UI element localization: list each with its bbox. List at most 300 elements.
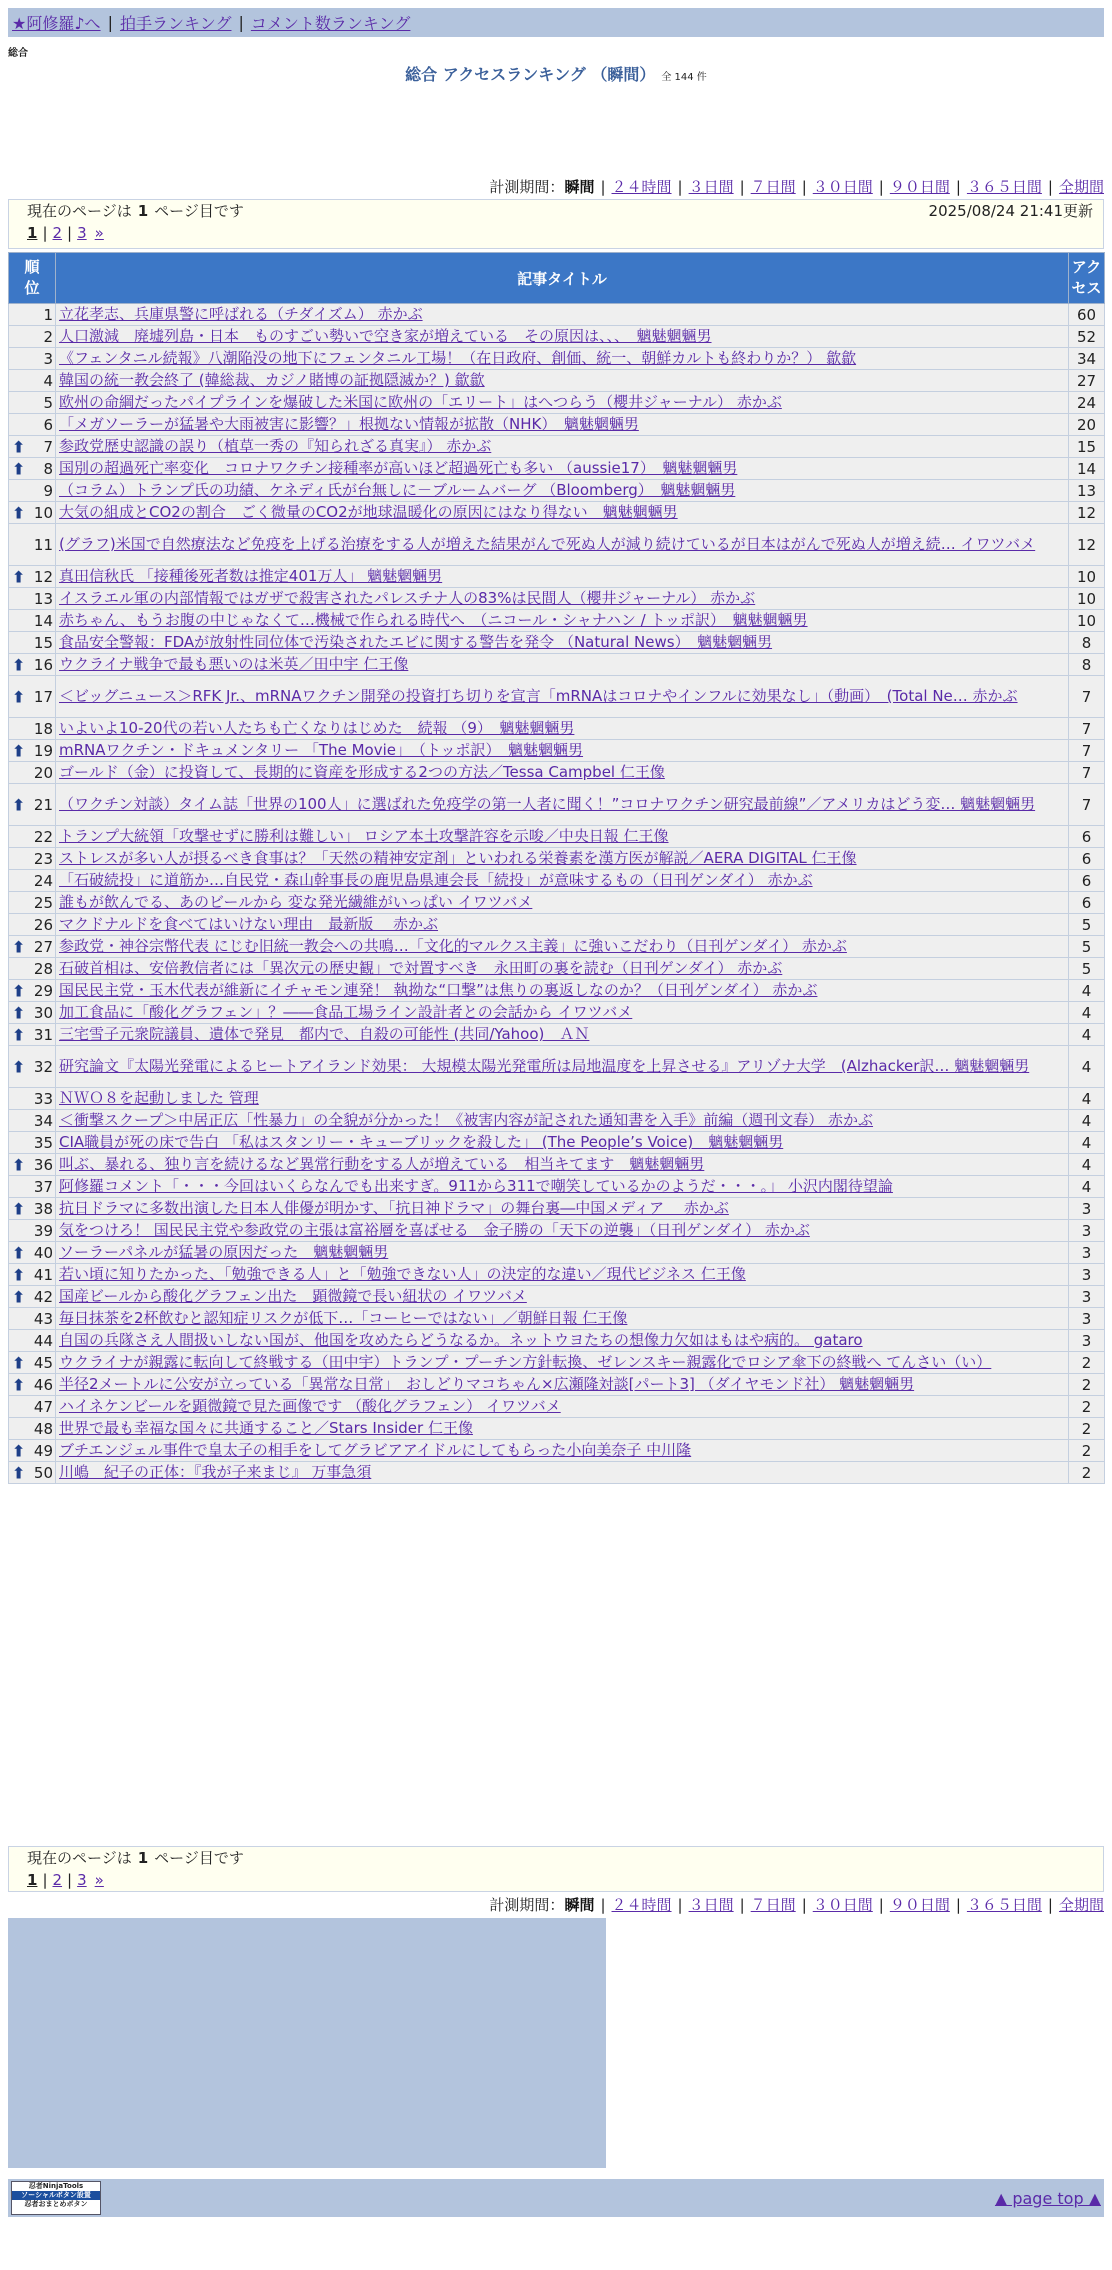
rank-number: 17 [33, 687, 53, 706]
rank-up-arrow-icon: ⬆ [12, 503, 26, 522]
rank-cell [9, 958, 56, 980]
access-count: 5 [1069, 914, 1105, 936]
pager-separator: | [42, 1871, 48, 1889]
title-cell [56, 1024, 1069, 1046]
title-cell [56, 718, 1069, 740]
article-title-link[interactable]: ソーラーパネルが猛暑の原因だった 魑魅魍魎男 [59, 1243, 389, 1261]
article-title-link[interactable]: 川嶋 紀子の正体：『我が子来まじ』 万事急須 [59, 1463, 372, 1481]
pager-current-page: 1 [27, 1871, 38, 1889]
period-selector-top [8, 176, 1104, 197]
table-row [9, 848, 1105, 870]
title-cell [56, 480, 1069, 502]
access-count: 13 [1069, 480, 1105, 502]
article-title-link[interactable]: ＮＷＯ８を起動しました 管理 [59, 1089, 259, 1107]
rank-number: 30 [33, 1003, 53, 1022]
rank-cell [9, 826, 56, 848]
rank-number: 23 [33, 849, 53, 868]
rank-number: 4 [43, 371, 53, 390]
article-title-link[interactable]: 半径2メートルに公安が立っている「異常な日常」 おしどりマコちゃん×広瀬隆対談[パート3] （ダイヤモンド社） 魑魅魍魎男 [59, 1375, 915, 1393]
access-count: 24 [1069, 392, 1105, 414]
rank-up-arrow-icon: ⬆ [12, 567, 26, 586]
top-period-option[interactable]: ２４時間 [611, 178, 672, 196]
article-title-link[interactable]: 参政党・神谷宗幣代表 にじむ旧統一教会への共鳴…「文化的マルクス主義」に強いこだわり（日刊ゲンダイ） 赤かぶ [59, 937, 847, 955]
title-cell [56, 566, 1069, 588]
article-title-link[interactable]: 真田信秋氏 「接種後死者数は推定401万人」 魑魅魍魎男 [59, 567, 443, 585]
title-cell [56, 1352, 1069, 1374]
ninja-social-button[interactable] [11, 2181, 101, 2215]
rank-cell [9, 762, 56, 784]
title-cell [56, 1176, 1069, 1198]
pager-current-page: 1 [27, 224, 38, 242]
article-title-link[interactable]: イスラエル軍の内部情報ではガザで殺害されたパレスチナ人の83%は民間人（櫻井ジャーナル） 赤かぶ [59, 589, 756, 607]
table-row [9, 1242, 1105, 1264]
rank-up-arrow-icon: ⬆ [12, 1057, 26, 1076]
article-title-link[interactable]: ストレスが多い人が摂るべき食事は？「天然の精神安定剤」といわれる栄養素を漢方医が解説／AERA DIGITAL 仁王像 [59, 849, 857, 867]
rank-number: 33 [33, 1089, 53, 1108]
title-cell [56, 1330, 1069, 1352]
title-cell [56, 1220, 1069, 1242]
table-row [9, 1024, 1105, 1046]
nav-link-comment-ranking[interactable]: コメント数ランキング [250, 14, 411, 33]
pager-separator: | [42, 224, 48, 242]
access-count: 60 [1069, 304, 1105, 326]
access-count: 4 [1069, 1002, 1105, 1024]
rank-cell [9, 892, 56, 914]
article-title-link[interactable]: 三宅雪子元衆院議員、遺体で発見 都内で、自殺の可能性 (共同/Yahoo) ＡＮ [59, 1025, 590, 1043]
pager-next-link[interactable]: » [94, 224, 104, 242]
title-cell [56, 848, 1069, 870]
rank-cell [9, 654, 56, 676]
access-count: 4 [1069, 1132, 1105, 1154]
rank-number: 7 [43, 437, 53, 456]
header-title: 記事タイトル [56, 253, 1069, 304]
rank-number: 45 [33, 1353, 53, 1372]
title-cell [56, 1132, 1069, 1154]
rank-up-arrow-icon: ⬆ [12, 937, 26, 956]
article-title-link[interactable]: 「石破続投」に道筋か…自民党・森山幹事長の鹿児島県連会長「続投」が意味するもの（日刊ゲンダイ） 赤かぶ [59, 871, 813, 889]
rank-number: 47 [33, 1397, 53, 1416]
period-separator: | [739, 1896, 745, 1914]
rank-up-arrow-icon: ⬆ [12, 741, 26, 760]
article-title-link[interactable]: (グラフ)米国で自然療法など免疫を上げる治療をする人が増えた結果がんで死ぬ人が減り続けているが日本はがんで死ぬ人が増え続… イワツバメ [59, 535, 1036, 553]
top-period-option[interactable]: ３６５日間 [966, 178, 1042, 196]
article-title-link[interactable]: いよいよ10-20代の若い人たちも亡くなりはじめた 続報 （9） 魑魅魍魎男 [59, 719, 575, 737]
title-cell [56, 458, 1069, 480]
bottom-period-option[interactable]: ７日間 [750, 1896, 796, 1914]
title-cell [56, 1002, 1069, 1024]
rank-number: 46 [33, 1375, 53, 1394]
rank-cell [9, 870, 56, 892]
table-row [9, 1264, 1105, 1286]
article-title-link[interactable]: （コラム）トランプ氏の功績、ケネディ氏が台無しに－ブルームバーグ （Bloomberg） 魑魅魍魎男 [59, 481, 736, 499]
pager [27, 222, 1093, 244]
period-separator: | [600, 178, 606, 196]
access-count: 2 [1069, 1440, 1105, 1462]
table-row [9, 392, 1105, 414]
title-cell [56, 414, 1069, 436]
access-count: 12 [1069, 502, 1105, 524]
article-title-link[interactable]: 抗日ドラマに多数出演した日本人俳優が明かす、「抗日神ドラマ」の舞台裏―中国メディア 赤かぶ [59, 1199, 729, 1217]
bottom-period-option: 瞬間 [564, 1896, 595, 1914]
page-top-link[interactable]: ▲ page top ▲ [994, 2188, 1101, 2208]
title-cell [56, 826, 1069, 848]
title-cell [56, 892, 1069, 914]
rank-number: 26 [33, 915, 53, 934]
table-row [9, 676, 1105, 718]
title-cell [56, 936, 1069, 958]
table-row [9, 654, 1105, 676]
access-count: 10 [1069, 566, 1105, 588]
top-period-option[interactable]: ３０日間 [812, 178, 873, 196]
article-title-link[interactable]: ブチエンジェル事件で皇太子の相手をしてグラビアアイドルにしてもらった小向美奈子 中川隆 [59, 1441, 692, 1459]
article-title-link[interactable]: ウクライナ戦争で最も悪いのは米英／田中宇 仁王像 [59, 655, 409, 673]
table-row [9, 1440, 1105, 1462]
article-title-link[interactable]: 参政党歴史認識の誤り（植草一秀の『知られざる真実』） 赤かぶ [59, 437, 492, 455]
rank-cell [9, 392, 56, 414]
pager-page-link[interactable]: 3 [77, 224, 87, 242]
rank-number: 38 [33, 1199, 53, 1218]
title-cell [56, 654, 1069, 676]
page-title-text: 総合 アクセスランキング （瞬間） [405, 65, 656, 84]
table-row [9, 1220, 1105, 1242]
title-cell [56, 1088, 1069, 1110]
article-title-link[interactable]: 叫ぶ、暴れる、独り言を続けるなど異常行動をする人が増えている 相当キてます 魑魅魍魎男 [59, 1155, 705, 1173]
article-title-link[interactable]: 大気の組成とCO2の割合 ごく微量のCO2が地球温暖化の原因にはなり得ない 魑魅魍魎男 [59, 503, 678, 521]
article-title-link[interactable]: トランプ大統領「攻撃せずに勝利は難しい」 ロシア本土攻撃許容を示唆／中央日報 仁王像 [59, 827, 669, 845]
article-title-link[interactable]: ＜ビッグニュース＞RFK Jr.、mRNAワクチン開発の投資打ち切りを宣言「mRNAはコロナやインフルに効果なし」（動画） (Total Ne… 赤かぶ [59, 687, 1018, 705]
rank-cell [9, 1046, 56, 1088]
top-nav [8, 8, 1104, 37]
rank-cell [9, 1286, 56, 1308]
rank-number: 37 [33, 1177, 53, 1196]
access-count: 5 [1069, 958, 1105, 980]
rank-cell [9, 784, 56, 826]
period-separator: | [801, 1896, 807, 1914]
table-row [9, 1002, 1105, 1024]
rank-cell [9, 1024, 56, 1046]
access-count: 7 [1069, 676, 1105, 718]
article-title-link[interactable]: 《フェンタニル続報》八潮陥没の地下にフェンタニル工場！（在日政府、創価、統一、朝鮮カルトも終わりか？） 歙歙 [59, 349, 857, 367]
access-count: 8 [1069, 632, 1105, 654]
table-row [9, 1418, 1105, 1440]
article-title-link[interactable]: 立花孝志、兵庫県警に呼ばれる（チダイズム） 赤かぶ [59, 305, 423, 323]
title-cell [56, 326, 1069, 348]
table-row [9, 740, 1105, 762]
article-title-link[interactable]: 毎日抹茶を2杯飲むと認知症リスクが低下…「コーヒーではない」／朝鮮日報 仁王像 [59, 1309, 628, 1327]
rank-cell [9, 1002, 56, 1024]
rank-cell [9, 936, 56, 958]
pager-separator: | [67, 1871, 73, 1889]
rank-up-arrow-icon: ⬆ [12, 1265, 26, 1284]
nav-link-asyura[interactable]: ★阿修羅♪へ [12, 14, 101, 33]
rank-number: 31 [33, 1025, 53, 1044]
period-separator: | [1047, 1896, 1053, 1914]
bottom-period-option[interactable]: ３０日間 [812, 1896, 873, 1914]
access-count: 4 [1069, 980, 1105, 1002]
title-cell [56, 958, 1069, 980]
rank-cell [9, 848, 56, 870]
table-row [9, 370, 1105, 392]
header-access: アクセス [1069, 253, 1105, 304]
rank-cell [9, 1132, 56, 1154]
access-count: 15 [1069, 436, 1105, 458]
period-separator: | [955, 178, 961, 196]
page-status-row [27, 200, 1093, 222]
access-count: 3 [1069, 1242, 1105, 1264]
title-cell [56, 762, 1069, 784]
table-row [9, 1352, 1105, 1374]
rank-cell [9, 436, 56, 458]
rank-up-arrow-icon: ⬆ [12, 1463, 26, 1482]
access-count: 14 [1069, 458, 1105, 480]
table-row [9, 632, 1105, 654]
rank-cell [9, 480, 56, 502]
article-title-link[interactable]: 国民民主党・玉木代表が維新にイチャモン連発！ 執拗な“口撃”は焦りの裏返しなのか？（日刊ゲンダイ） 赤かぶ [59, 981, 818, 999]
page-info-box-top [8, 199, 1104, 249]
access-count: 4 [1069, 1154, 1105, 1176]
top-period-option: 瞬間 [564, 178, 595, 196]
table-row [9, 348, 1105, 370]
rank-number: 18 [33, 719, 53, 738]
title-cell [56, 870, 1069, 892]
access-count: 7 [1069, 784, 1105, 826]
table-row [9, 936, 1105, 958]
access-count: 4 [1069, 1088, 1105, 1110]
table-row [9, 1396, 1105, 1418]
rank-cell [9, 632, 56, 654]
rank-number: 21 [33, 795, 53, 814]
table-row [9, 826, 1105, 848]
article-title-link[interactable]: CIA職員が死の床で告白 「私はスタンリー・キューブリックを殺した」 (The People’s Voice) 魑魅魍魎男 [59, 1133, 784, 1151]
title-cell [56, 784, 1069, 826]
pager-page-link[interactable]: 2 [52, 224, 63, 242]
table-row [9, 480, 1105, 502]
rank-up-arrow-icon: ⬆ [12, 1003, 26, 1022]
article-title-link[interactable]: 国産ビールから酸化グラフェン出た 顕微鏡で長い紐状の イワツバメ [59, 1287, 527, 1305]
rank-cell [9, 1440, 56, 1462]
article-title-link[interactable]: 世界で最も幸福な国々に共通すること／Stars Insider 仁王像 [59, 1419, 473, 1437]
access-count: 8 [1069, 654, 1105, 676]
pager-page-link[interactable]: 3 [77, 1871, 87, 1889]
title-cell [56, 980, 1069, 1002]
access-count: 2 [1069, 1418, 1105, 1440]
rank-up-arrow-icon: ⬆ [12, 1243, 26, 1262]
rank-number: 28 [33, 959, 53, 978]
access-count: 6 [1069, 870, 1105, 892]
rank-cell [9, 1110, 56, 1132]
genre-label: 総合 [8, 48, 28, 59]
rank-cell [9, 502, 56, 524]
article-title-link[interactable]: 気をつけろ！ 国民民主党や参政党の主張は富裕層を喜ばせる 金子勝の「天下の逆襲」（日刊ゲンダイ） 赤かぶ [59, 1221, 810, 1239]
article-title-link[interactable]: ＜衝撃スクープ＞中居正広「性暴力」の全貌が分かった！《被害内容が記された通知書を入手》前編（週刊文春） 赤かぶ [59, 1111, 874, 1129]
article-title-link[interactable]: （ワクチン対談）タイム誌「世界の100人」に選ばれた免疫学の第一人者に聞く！”コロナワクチン研究最前線”／アメリカはどう変… 魑魅魍魎男 [59, 795, 1036, 813]
title-cell [56, 1462, 1069, 1484]
rank-cell [9, 610, 56, 632]
article-title-link[interactable]: 阿修羅コメント「・・・今回はいくらなんでも出来すぎ。911から311で嘲笑しているかのようだ・・・。」 小沢内閣待望論 [59, 1177, 893, 1195]
rank-number: 50 [33, 1463, 53, 1482]
rank-cell [9, 1462, 56, 1484]
title-cell [56, 1110, 1069, 1132]
article-title-link[interactable]: 国別の超過死亡率変化 コロナワクチン接種率が高いほど超過死亡も多い （aussie17） 魑魅魍魎男 [59, 459, 738, 477]
title-cell [56, 610, 1069, 632]
bottom-period-option[interactable]: ３６５日間 [966, 1896, 1042, 1914]
rank-cell [9, 414, 56, 436]
table-row [9, 718, 1105, 740]
rank-up-arrow-icon: ⬆ [12, 795, 26, 814]
title-cell [56, 304, 1069, 326]
article-title-link[interactable]: 人口激減 廃墟列島・日本 ものすごい勢いで空き家が増えている その原因は、、、 魑魅魍魎男 [59, 327, 712, 345]
page-status-text: 現在のページは 1 ページ目です [27, 1849, 244, 1867]
rank-cell [9, 1264, 56, 1286]
bottom-period-option[interactable]: 全期間 [1058, 1896, 1104, 1914]
rank-number: 9 [43, 481, 53, 500]
rank-cell [9, 1418, 56, 1440]
rank-number: 13 [33, 589, 53, 608]
rank-number: 29 [33, 981, 53, 1000]
rank-cell [9, 1088, 56, 1110]
header-rank: 順位 [9, 253, 56, 304]
rank-number: 43 [33, 1309, 53, 1328]
access-count: 3 [1069, 1330, 1105, 1352]
article-title-link[interactable]: mRNAワクチン・ドキュメンタリー 「The Movie」 （トッポ訳） 魑魅魍魎男 [59, 741, 584, 759]
article-title-link[interactable]: 若い頃に知りたかった、「勉強できる人」と「勉強できない人」の決定的な違い／現代ビジネス 仁王像 [59, 1265, 746, 1283]
period-separator: | [600, 1896, 606, 1914]
rank-number: 22 [33, 827, 53, 846]
page-status-row [27, 1847, 1093, 1869]
table-row [9, 914, 1105, 936]
rank-cell [9, 914, 56, 936]
article-title-link[interactable]: 「メガソーラーが猛暑や大雨被害に影響？」根拠ない情報が拡散（NHK） 魑魅魍魎男 [59, 415, 639, 433]
nav-link-applause-ranking[interactable]: 拍手ランキング [119, 14, 232, 33]
title-cell [56, 1286, 1069, 1308]
rank-cell [9, 1374, 56, 1396]
table-row [9, 524, 1105, 566]
rank-cell [9, 326, 56, 348]
rank-cell [9, 718, 56, 740]
bottom-period-option[interactable]: ９０日間 [889, 1896, 950, 1914]
article-title-link[interactable]: 加工食品に「酸化グラフェン」？――食品工場ライン設計者との会話から イワツバメ [59, 1003, 633, 1021]
rank-up-arrow-icon: ⬆ [12, 655, 26, 674]
access-count: 2 [1069, 1462, 1105, 1484]
access-count: 27 [1069, 370, 1105, 392]
access-count: 2 [1069, 1352, 1105, 1374]
title-cell [56, 392, 1069, 414]
table-row [9, 1110, 1105, 1132]
period-separator: | [677, 1896, 683, 1914]
rank-number: 34 [33, 1111, 53, 1130]
rank-number: 36 [33, 1155, 53, 1174]
rank-number: 16 [33, 655, 53, 674]
bottom-period-option[interactable]: ３日間 [688, 1896, 734, 1914]
table-row [9, 1046, 1105, 1088]
table-row [9, 1330, 1105, 1352]
top-period-option[interactable]: 全期間 [1058, 178, 1104, 196]
article-title-link[interactable]: 自国の兵隊さえ人間扱いしない国が、他国を攻めたらどうなるか。ネットウヨたちの想像力欠如はもはや病的。 gataro [59, 1331, 863, 1349]
article-title-link[interactable]: マクドナルドを食べてはいけない理由 最新版 赤かぶ [59, 915, 439, 933]
pager-page-link[interactable]: 2 [52, 1871, 63, 1889]
access-count: 2 [1069, 1396, 1105, 1418]
table-row [9, 458, 1105, 480]
access-count: 7 [1069, 740, 1105, 762]
access-count: 6 [1069, 848, 1105, 870]
title-cell [56, 914, 1069, 936]
ninja-line1: 忍者NinjaTools [28, 2182, 84, 2190]
article-title-link[interactable]: 韓国の統一教会終了 (韓総裁、カジノ賭博の証拠隠滅か？) 歙歙 [59, 371, 485, 389]
rank-up-arrow-icon: ⬆ [12, 437, 26, 456]
title-cell [56, 588, 1069, 610]
table-row [9, 1088, 1105, 1110]
title-cell [56, 1418, 1069, 1440]
rank-number: 8 [43, 459, 53, 478]
article-title-link[interactable]: 誰もが飲んでる、あのビールから 変な発光繊維がいっぱい イワツバメ [59, 893, 533, 911]
rank-cell [9, 1154, 56, 1176]
rank-number: 44 [33, 1331, 53, 1350]
article-title-link[interactable]: 欧州の命綱だったパイプラインを爆破した米国に欧州の「エリート」はへつらう（櫻井ジャーナル） 赤かぶ [59, 393, 782, 411]
nav-separator: | [238, 13, 244, 32]
article-title-link[interactable]: 石破首相は、安倍教信者には「異次元の歴史観」で対置すべき 永田町の裏を読む（日刊ゲンダイ） 赤かぶ [59, 959, 783, 977]
article-title-link[interactable]: 研究論文『太陽光発電によるヒートアイランド効果： 大規模太陽光発電所は局地温度を上昇させる』アリゾナ大学 (Alzhacker訳… 魑魅魍魎男 [59, 1057, 1030, 1075]
rank-number: 25 [33, 893, 53, 912]
access-count: 4 [1069, 1110, 1105, 1132]
rank-number: 27 [33, 937, 53, 956]
rank-up-arrow-icon: ⬆ [12, 1353, 26, 1372]
access-count: 2 [1069, 1374, 1105, 1396]
title-cell [56, 370, 1069, 392]
rank-number: 5 [43, 393, 53, 412]
title-cell [56, 502, 1069, 524]
title-cell [56, 740, 1069, 762]
access-count: 3 [1069, 1220, 1105, 1242]
article-title-link[interactable]: ウクライナが親露に転向して終戦する（田中宇）トランプ・プーチン方針転換、ゼレンスキー親露化でロシア傘下の終戦へ てんさい（い） [59, 1353, 992, 1371]
table-row [9, 304, 1105, 326]
rank-number: 39 [33, 1221, 53, 1240]
article-title-link[interactable]: ハイネケンビールを顕微鏡で見た画像です （酸化グラフェン） イワツバメ [59, 1397, 561, 1415]
top-period-option[interactable]: ７日間 [750, 178, 796, 196]
rank-number: 42 [33, 1287, 53, 1306]
table-row [9, 326, 1105, 348]
ad-placeholder [8, 1918, 606, 2168]
table-row [9, 502, 1105, 524]
rank-cell [9, 1330, 56, 1352]
article-title-link[interactable]: ゴールド（金）に投資して、長期的に資産を形成する2つの方法／Tessa Campbel 仁王像 [59, 763, 665, 781]
rank-number: 12 [33, 567, 53, 586]
title-cell [56, 676, 1069, 718]
article-title-link[interactable]: 食品安全警報：FDAが放射性同位体で汚染されたエビに関する警告を発令 （Natural News） 魑魅魍魎男 [59, 633, 773, 651]
access-count: 4 [1069, 1046, 1105, 1088]
rank-cell [9, 370, 56, 392]
rank-number: 20 [33, 763, 53, 782]
table-row [9, 958, 1105, 980]
table-row [9, 870, 1105, 892]
period-separator: | [801, 178, 807, 196]
period-label: 計測期間： [489, 1896, 565, 1914]
table-row [9, 414, 1105, 436]
bottom-period-option[interactable]: ２４時間 [611, 1896, 672, 1914]
top-period-option[interactable]: ３日間 [688, 178, 734, 196]
table-row [9, 1198, 1105, 1220]
rank-cell [9, 1242, 56, 1264]
ninja-line3: 忍者おまとめボタン [24, 2200, 88, 2208]
top-period-option[interactable]: ９０日間 [889, 178, 950, 196]
rank-cell [9, 588, 56, 610]
pager-next-link[interactable]: » [94, 1871, 104, 1889]
article-title-link[interactable]: 赤ちゃん、もうお腹の中じゃなくて…機械で作られる時代へ （ニコール・シャナハン / トッポ訳） 魑魅魍魎男 [59, 611, 808, 629]
table-row [9, 1132, 1105, 1154]
table-row [9, 566, 1105, 588]
access-count: 5 [1069, 936, 1105, 958]
period-separator: | [739, 178, 745, 196]
rank-cell [9, 524, 56, 566]
